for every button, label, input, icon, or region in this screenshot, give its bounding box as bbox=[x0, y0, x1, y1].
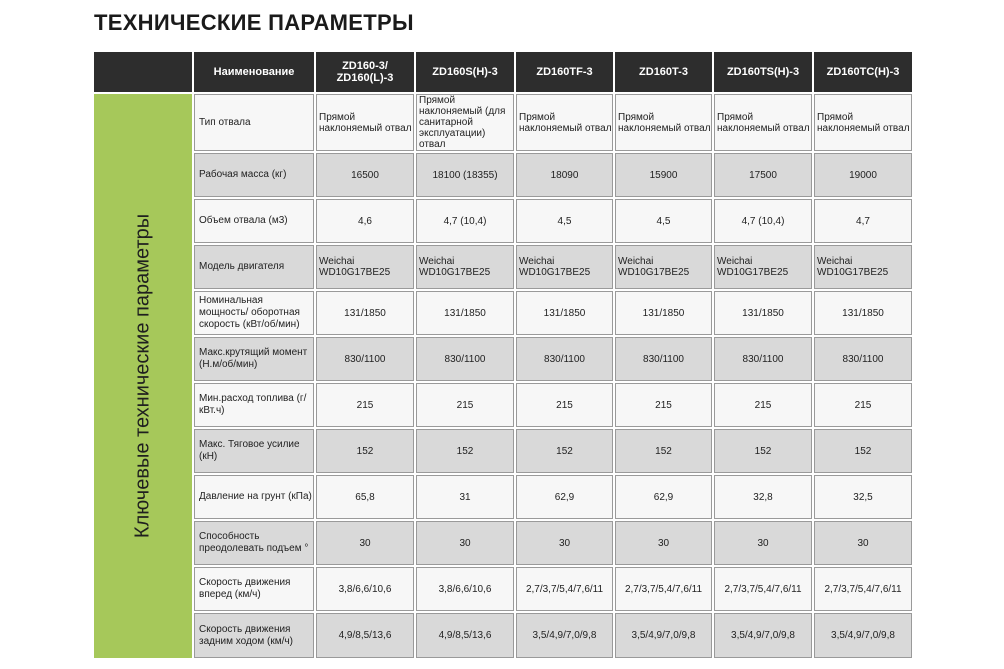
page-title: ТЕХНИЧЕСКИЕ ПАРАМЕТРЫ bbox=[94, 10, 414, 35]
value-cell: 4,5 bbox=[516, 199, 613, 243]
value-cell: 2,7/3,7/5,4/7,6/11 bbox=[714, 567, 812, 611]
value-cell: 3,5/4,9/7,0/9,8 bbox=[516, 613, 613, 658]
value-cell: 131/1850 bbox=[516, 291, 613, 335]
header-model: ZD160TS(H)-3 bbox=[714, 52, 812, 92]
value-cell: 3,8/6,6/10,6 bbox=[416, 567, 514, 611]
row-label: Макс.крутящий момент (Н.м/об/мин) bbox=[194, 337, 314, 381]
header-model: ZD160S(H)-3 bbox=[416, 52, 514, 92]
value-cell: 830/1100 bbox=[516, 337, 613, 381]
value-cell: 15900 bbox=[615, 153, 712, 197]
value-cell: 62,9 bbox=[615, 475, 712, 519]
value-cell: 215 bbox=[814, 383, 912, 427]
value-cell: 830/1100 bbox=[814, 337, 912, 381]
value-cell: 830/1100 bbox=[615, 337, 712, 381]
value-cell: 131/1850 bbox=[416, 291, 514, 335]
row-label: Макс. Тяговое усилие (кН) bbox=[194, 429, 314, 473]
table-row bbox=[94, 94, 912, 151]
side-category-band bbox=[94, 94, 192, 658]
row-label: Давление на грунт (кПа) bbox=[194, 475, 314, 519]
value-cell: Прямой наклоняемый (для санитарной эксплуатации) отвал bbox=[416, 94, 514, 151]
row-label: Рабочая масса (кг) bbox=[194, 153, 314, 197]
value-cell: 3,5/4,9/7,0/9,8 bbox=[814, 613, 912, 658]
value-cell: 131/1850 bbox=[316, 291, 414, 335]
value-cell: 131/1850 bbox=[814, 291, 912, 335]
table-row bbox=[94, 475, 912, 519]
value-cell: 152 bbox=[416, 429, 514, 473]
header-model: ZD160TC(H)-3 bbox=[814, 52, 912, 92]
value-cell: 4,9/8,5/13,6 bbox=[316, 613, 414, 658]
table-row bbox=[94, 337, 912, 381]
value-cell: 131/1850 bbox=[615, 291, 712, 335]
value-cell: 30 bbox=[615, 521, 712, 565]
value-cell: 32,5 bbox=[814, 475, 912, 519]
value-cell: 18090 bbox=[516, 153, 613, 197]
value-cell: 16500 bbox=[316, 153, 414, 197]
value-cell: 4,7 (10,4) bbox=[714, 199, 812, 243]
value-cell: Прямой наклоняемый отвал bbox=[516, 94, 613, 151]
value-cell: 2,7/3,7/5,4/7,6/11 bbox=[615, 567, 712, 611]
value-cell: 4,5 bbox=[615, 199, 712, 243]
value-cell: 2,7/3,7/5,4/7,6/11 bbox=[814, 567, 912, 611]
header-model: ZD160-3/ ZD160(L)-3 bbox=[316, 52, 414, 92]
value-cell: 30 bbox=[316, 521, 414, 565]
value-cell: 32,8 bbox=[714, 475, 812, 519]
value-cell: Weichai WD10G17BE25 bbox=[615, 245, 712, 289]
value-cell: 152 bbox=[316, 429, 414, 473]
value-cell: 2,7/3,7/5,4/7,6/11 bbox=[516, 567, 613, 611]
value-cell: 215 bbox=[615, 383, 712, 427]
value-cell: 152 bbox=[814, 429, 912, 473]
value-cell: 215 bbox=[416, 383, 514, 427]
table-row bbox=[94, 613, 912, 658]
header-model: ZD160T-3 bbox=[615, 52, 712, 92]
row-label: Тип отвала bbox=[194, 94, 314, 151]
header-row bbox=[94, 52, 912, 92]
value-cell: 4,7 bbox=[814, 199, 912, 243]
value-cell: 17500 bbox=[714, 153, 812, 197]
value-cell: 30 bbox=[714, 521, 812, 565]
value-cell: 4,6 bbox=[316, 199, 414, 243]
table-row bbox=[94, 245, 912, 289]
value-cell: Прямой наклоняемый отвал bbox=[615, 94, 712, 151]
value-cell: 830/1100 bbox=[316, 337, 414, 381]
value-cell: 830/1100 bbox=[416, 337, 514, 381]
row-label: Способность преодолевать подъем ° bbox=[194, 521, 314, 565]
value-cell: Weichai WD10G17BE25 bbox=[714, 245, 812, 289]
value-cell: 4,7 (10,4) bbox=[416, 199, 514, 243]
value-cell: 30 bbox=[814, 521, 912, 565]
value-cell: 65,8 bbox=[316, 475, 414, 519]
value-cell: Прямой наклоняемый отвал bbox=[814, 94, 912, 151]
value-cell: 152 bbox=[516, 429, 613, 473]
value-cell: 3,8/6,6/10,6 bbox=[316, 567, 414, 611]
row-label: Мин.расход топлива (г/кВт.ч) bbox=[194, 383, 314, 427]
row-label: Номинальная мощность/ оборотная скорость (кВт/об/мин) bbox=[194, 291, 314, 335]
value-cell: 4,9/8,5/13,6 bbox=[416, 613, 514, 658]
value-cell: Прямой наклоняемый отвал bbox=[714, 94, 812, 151]
header-model: ZD160TF-3 bbox=[516, 52, 613, 92]
value-cell: 215 bbox=[316, 383, 414, 427]
value-cell: 3,5/4,9/7,0/9,8 bbox=[615, 613, 712, 658]
value-cell: 215 bbox=[516, 383, 613, 427]
value-cell: 30 bbox=[516, 521, 613, 565]
value-cell: Weichai WD10G17BE25 bbox=[814, 245, 912, 289]
side-category-label: Ключевые технические параметры bbox=[131, 213, 154, 539]
value-cell: 31 bbox=[416, 475, 514, 519]
header-name-label: Наименование bbox=[194, 52, 314, 92]
value-cell: 215 bbox=[714, 383, 812, 427]
value-cell: Weichai WD10G17BE25 bbox=[316, 245, 414, 289]
value-cell: 62,9 bbox=[516, 475, 613, 519]
table-row bbox=[94, 199, 912, 243]
table-row bbox=[94, 153, 912, 197]
row-label: Скорость движения вперед (км/ч) bbox=[194, 567, 314, 611]
table-row bbox=[94, 291, 912, 335]
value-cell: 18100 (18355) bbox=[416, 153, 514, 197]
value-cell: Weichai WD10G17BE25 bbox=[416, 245, 514, 289]
value-cell: 131/1850 bbox=[714, 291, 812, 335]
value-cell: 30 bbox=[416, 521, 514, 565]
value-cell: 19000 bbox=[814, 153, 912, 197]
header-corner bbox=[94, 52, 192, 92]
value-cell: 3,5/4,9/7,0/9,8 bbox=[714, 613, 812, 658]
value-cell: 152 bbox=[615, 429, 712, 473]
table-row bbox=[94, 383, 912, 427]
value-cell: Weichai WD10G17BE25 bbox=[516, 245, 613, 289]
table-row bbox=[94, 567, 912, 611]
table-row bbox=[94, 521, 912, 565]
row-label: Скорость движения задним ходом (км/ч) bbox=[194, 613, 314, 658]
value-cell: 830/1100 bbox=[714, 337, 812, 381]
table-row bbox=[94, 429, 912, 473]
value-cell: Прямой наклоняемый отвал bbox=[316, 94, 414, 151]
spec-table bbox=[92, 50, 914, 660]
row-label: Модель двигателя bbox=[194, 245, 314, 289]
row-label: Объем отвала (м3) bbox=[194, 199, 314, 243]
value-cell: 152 bbox=[714, 429, 812, 473]
